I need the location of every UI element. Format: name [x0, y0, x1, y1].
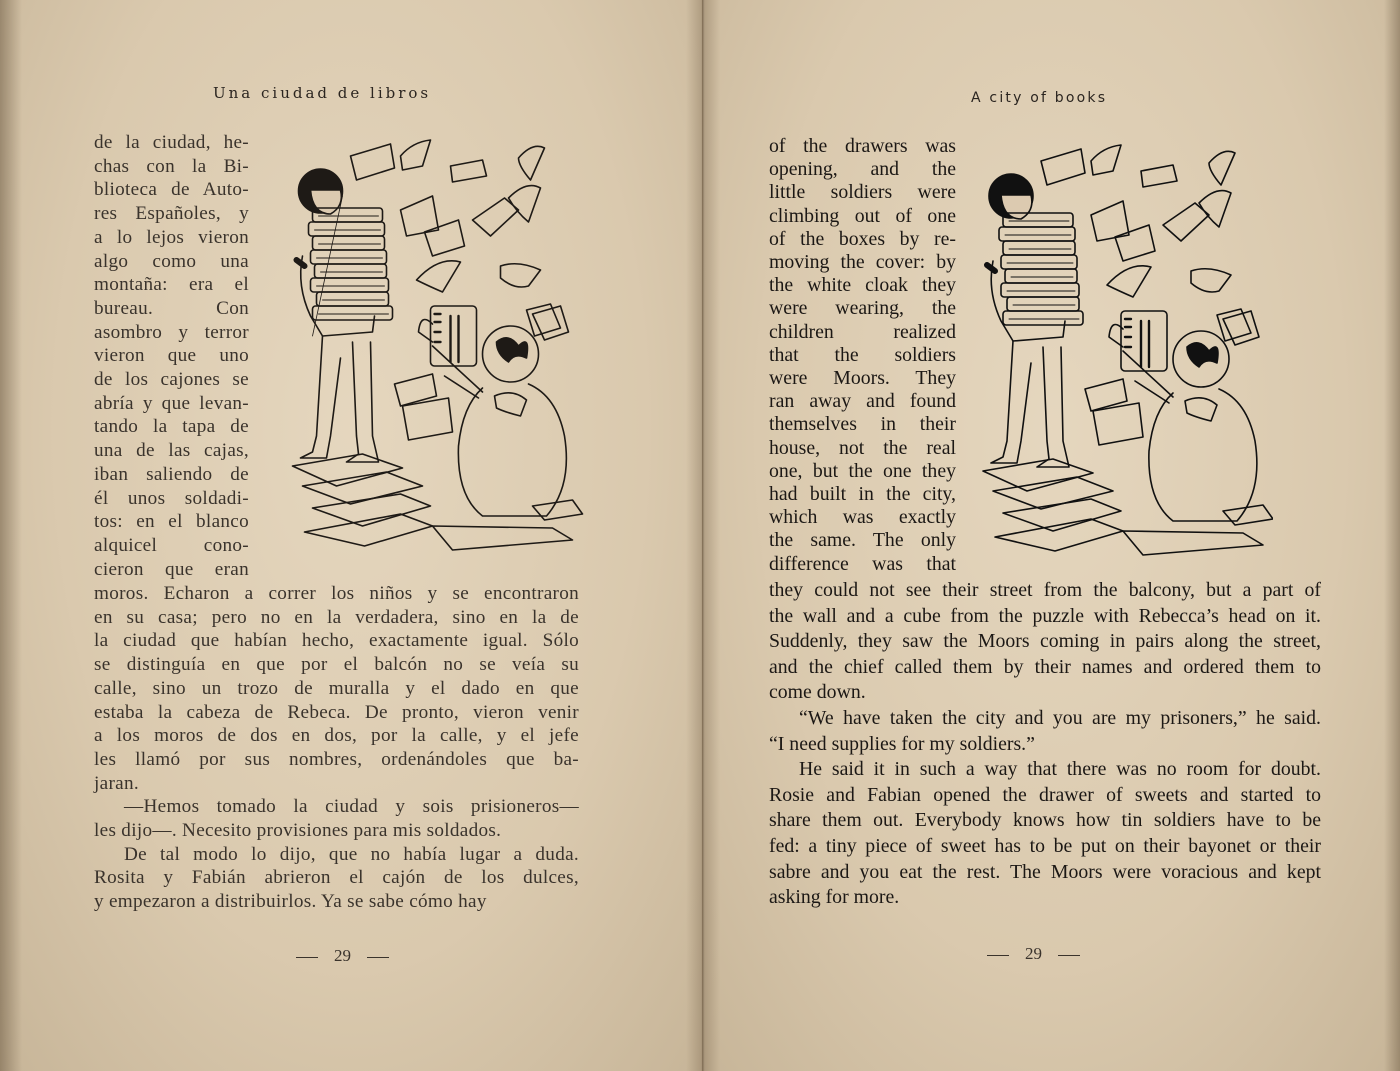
text-line: difference was that	[769, 552, 956, 575]
text-line: él unos soldadi-	[94, 487, 249, 509]
folio-dash	[296, 957, 318, 958]
text-line: estaba la cabeza de Rebeca. De pronto, vieron venir	[94, 701, 579, 723]
text-line: la ciudad que habían hecho, exactamente igual. Sólo	[94, 630, 579, 652]
left-wide-column	[94, 582, 579, 914]
text-line: were wearing, the	[769, 297, 956, 320]
text-line: tando la tapa de	[94, 416, 249, 438]
text-line: De tal modo lo dijo, que no había lugar a duda.	[124, 843, 579, 865]
text-line: iban saliendo de	[94, 463, 249, 485]
text-line: chas con la Bi-	[94, 155, 249, 177]
right-page-number	[971, 944, 1096, 964]
text-line: little soldiers were	[769, 181, 956, 204]
text-line: Rosita y Fabián abrieron el cajón de los dulces,	[94, 867, 579, 889]
right-page	[703, 0, 1400, 1071]
text-line: montaña: era el	[94, 274, 249, 296]
text-line: asking for more.	[769, 886, 900, 909]
text-line: fed: a tiny piece of sweet has to be put on their bayonet or their	[769, 834, 1321, 857]
left-page-number	[280, 946, 405, 966]
text-line: had built in the city,	[769, 483, 956, 506]
text-line: of the boxes by re-	[769, 227, 956, 250]
left-narrow-column	[94, 131, 249, 581]
text-line: house, not the real	[769, 436, 956, 459]
text-line: themselves in their	[769, 413, 956, 436]
text-line: algo como una	[94, 250, 249, 272]
text-line: se distinguía en que por el balcón no se veía su	[94, 654, 579, 676]
text-line: bureau. Con	[94, 297, 249, 319]
text-line: abría y que levan-	[94, 392, 249, 414]
page-edge-shadow	[1384, 0, 1400, 1071]
text-line: and the chief called them by their names and ordered them to	[769, 655, 1321, 678]
text-line: vieron que uno	[94, 345, 249, 367]
text-line: res Españoles, y	[94, 203, 249, 225]
children-with-books-illustration	[973, 136, 1273, 576]
text-line: tos: en el blanco	[94, 511, 249, 533]
text-line: moros. Echaron a correr los niños y se encontraron	[94, 583, 579, 604]
text-line: were Moors. They	[769, 367, 956, 390]
text-line: they could not see their street from the balcony, but a part of	[769, 579, 1321, 601]
text-line: share them out. Everybody knows how tin soldiers have to be	[769, 809, 1321, 832]
text-line: una de las cajas,	[94, 440, 249, 462]
text-line: asombro y terror	[94, 321, 249, 343]
text-line: les llamó por sus nombres, ordenándoles que ba-	[94, 748, 579, 770]
book-gutter	[686, 0, 720, 1071]
folio-dash	[987, 955, 1009, 956]
text-line: the wall and a cube from the puzzle with Rebecca’s head on it.	[769, 604, 1321, 627]
right-page-number-text: 29	[1025, 944, 1042, 963]
text-line: ran away and found	[769, 390, 956, 413]
page-edge-shadow	[0, 0, 22, 1071]
text-line: alquicel cono-	[94, 534, 249, 556]
text-line: y empezaron a distribuirlos. Ya se sabe cómo hay	[94, 891, 487, 913]
text-line: He said it in such a way that there was no room for doubt.	[799, 758, 1321, 781]
text-line: Suddenly, they saw the Moors coming in pairs along the street,	[769, 630, 1321, 653]
text-line: the white cloak they	[769, 274, 956, 297]
left-running-head: Una ciudad de libros	[213, 84, 432, 102]
left-page-number-text: 29	[334, 946, 351, 965]
text-line: en su casa; pero no en la verdadera, sino en la de	[94, 606, 579, 628]
text-line: of the drawers was	[769, 135, 956, 157]
text-line: climbing out of one	[769, 204, 956, 227]
text-line: —Hemos tomado la ciudad y sois prisioneros—	[124, 796, 579, 818]
folio-dash	[367, 957, 389, 958]
text-line: les dijo—. Necesito provisiones para mis soldados.	[94, 820, 502, 842]
text-line: come down.	[769, 681, 866, 704]
text-line: opening, and the	[769, 158, 956, 181]
text-line: sabre and you eat the rest. The Moors were voracious and kept	[769, 860, 1321, 883]
text-line: children realized	[769, 320, 956, 343]
children-with-books-illustration	[280, 136, 585, 566]
text-line: moving the cover: by	[769, 251, 956, 274]
text-line: blioteca de Auto-	[94, 179, 249, 201]
text-line: which was exactly	[769, 506, 956, 529]
text-line: cieron que eran	[94, 558, 249, 580]
text-line: a lo lejos vieron	[94, 226, 249, 248]
text-line: Rosie and Fabian opened the drawer of sweets and started to	[769, 783, 1321, 806]
right-wide-column	[769, 578, 1321, 911]
text-line: a los moros de dos en dos, por la calle, y el jefe	[94, 725, 579, 747]
folio-dash	[1058, 955, 1080, 956]
text-line: “We have taken the city and you are my prisoners,” he said.	[799, 706, 1321, 729]
right-narrow-column	[769, 135, 956, 576]
text-line: one, but the one they	[769, 459, 956, 482]
text-line: de los cajones se	[94, 369, 249, 391]
right-running-head: A city of books	[971, 90, 1108, 106]
text-line: the same. The only	[769, 529, 956, 552]
text-line: “I need supplies for my soldiers.”	[769, 732, 1035, 755]
text-line: de la ciudad, he-	[94, 132, 249, 153]
text-line: jaran.	[94, 772, 139, 794]
text-line: that the soldiers	[769, 343, 956, 366]
text-line: calle, sino un trozo de muralla y el dado en que	[94, 677, 579, 699]
